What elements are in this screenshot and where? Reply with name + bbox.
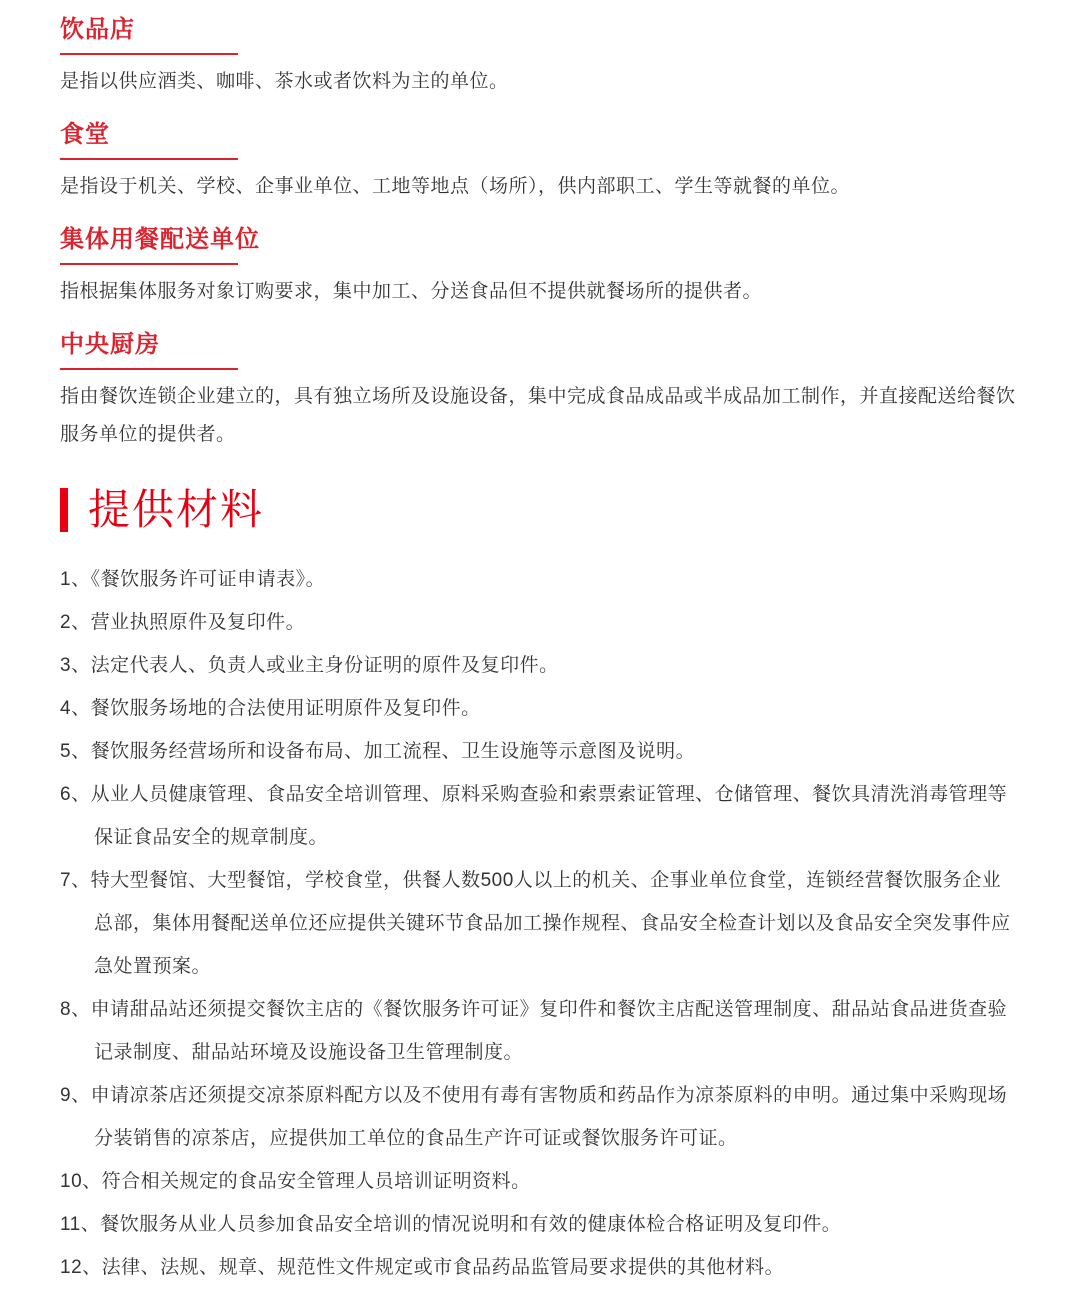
section-heading: 集体用餐配送单位: [60, 226, 260, 253]
list-item-number: 1、: [60, 569, 91, 590]
list-item-text: 申请凉茶店还须提交凉茶原料配方以及不使用有毒有害物质和药品作为凉茶原料的申明。通过集中采购现场分装销售的凉茶店，应提供加工单位的食品生产许可证或餐饮服务许可证。: [90, 1085, 1008, 1149]
section-drink-shop: [60, 14, 1020, 101]
list-item: [60, 859, 1020, 988]
section-group-meal-delivery: [60, 224, 1020, 311]
list-item-text: 餐饮服务经营场所和设备布局、加工流程、卫生设施等示意图及说明。: [90, 741, 696, 762]
list-item-text: 特大型餐馆、大型餐馆，学校食堂，供餐人数500人以上的机关、企事业单位食堂，连锁经营餐饮服务企业总部，集体用餐配送单位还应提供关键环节食品加工操作规程、食品安全检查计划以及食品安全突发事件应急处置预案。: [90, 870, 1011, 977]
list-item-text: 申请甜品站还须提交餐饮主店的《餐饮服务许可证》复印件和餐饮主店配送管理制度、甜品站食品进货查验记录制度、甜品站环境及设施设备卫生管理制度。: [90, 999, 1008, 1063]
section-heading: 饮品店: [60, 16, 135, 43]
list-item-text: 从业人员健康管理、食品安全培训管理、原料采购查验和索票索证管理、仓储管理、餐饮具清洗消毒管理等保证食品安全的规章制度。: [90, 784, 1008, 848]
list-item: [60, 1160, 1020, 1203]
list-item-number: 2、: [60, 612, 91, 633]
materials-list: [60, 558, 1020, 1289]
list-item-text: 符合相关规定的食品安全管理人员培训证明资料。: [101, 1171, 531, 1192]
list-item-number: 9、: [60, 1085, 91, 1106]
list-item: [60, 687, 1020, 730]
list-item-text: 《餐饮服务许可证申请表》。: [90, 569, 326, 590]
list-item-text: 法定代表人、负责人或业主身份证明的原件及复印件。: [90, 655, 559, 676]
list-item-number: 7、: [60, 870, 91, 891]
section-heading: 中央厨房: [60, 331, 160, 358]
list-item: [60, 644, 1020, 687]
list-item-text: 法律、法规、规章、规范性文件规定或市食品药品监管局要求提供的其他材料。: [101, 1257, 785, 1278]
title-accent-bar: [60, 488, 68, 532]
list-item: [60, 730, 1020, 773]
list-item-number: 11、: [60, 1214, 101, 1235]
list-item: [60, 1246, 1020, 1289]
materials-title: [60, 484, 1020, 536]
list-item-number: 4、: [60, 698, 91, 719]
list-item: [60, 601, 1020, 644]
heading-underline: [60, 158, 238, 160]
list-item: [60, 988, 1020, 1074]
section-canteen: [60, 119, 1020, 206]
list-item: [60, 1074, 1020, 1160]
list-item-number: 10、: [60, 1171, 102, 1192]
heading-underline: [60, 263, 238, 265]
list-item-number: 6、: [60, 784, 91, 805]
section-body: 是指以供应酒类、咖啡、茶水或者饮料为主的单位。: [60, 71, 509, 92]
list-item-number: 12、: [60, 1257, 102, 1278]
list-item-text: 营业执照原件及复印件。: [90, 612, 306, 633]
section-heading: 食堂: [60, 121, 110, 148]
list-item: [60, 1203, 1020, 1246]
heading-underline: [60, 53, 238, 55]
list-item-text: 餐饮服务场地的合法使用证明原件及复印件。: [90, 698, 481, 719]
materials-title-text: 提供材料: [88, 486, 265, 533]
list-item-number: 3、: [60, 655, 91, 676]
section-central-kitchen: [60, 329, 1020, 454]
section-body: 指根据集体服务对象订购要求，集中加工、分送食品但不提供就餐场所的提供者。: [60, 281, 763, 302]
list-item: [60, 773, 1020, 859]
list-item: [60, 558, 1020, 601]
heading-underline: [60, 368, 238, 370]
list-item-number: 5、: [60, 741, 91, 762]
section-body: 是指设于机关、学校、企事业单位、工地等地点（场所），供内部职工、学生等就餐的单位。: [60, 176, 851, 197]
list-item-text: 餐饮服务从业人员参加食品安全培训的情况说明和有效的健康体检合格证明及复印件。: [100, 1214, 842, 1235]
list-item-number: 8、: [60, 999, 91, 1020]
section-body: 指由餐饮连锁企业建立的，具有独立场所及设施设备，集中完成食品成品或半成品加工制作，并直接配送给餐饮服务单位的提供者。: [60, 386, 1016, 445]
